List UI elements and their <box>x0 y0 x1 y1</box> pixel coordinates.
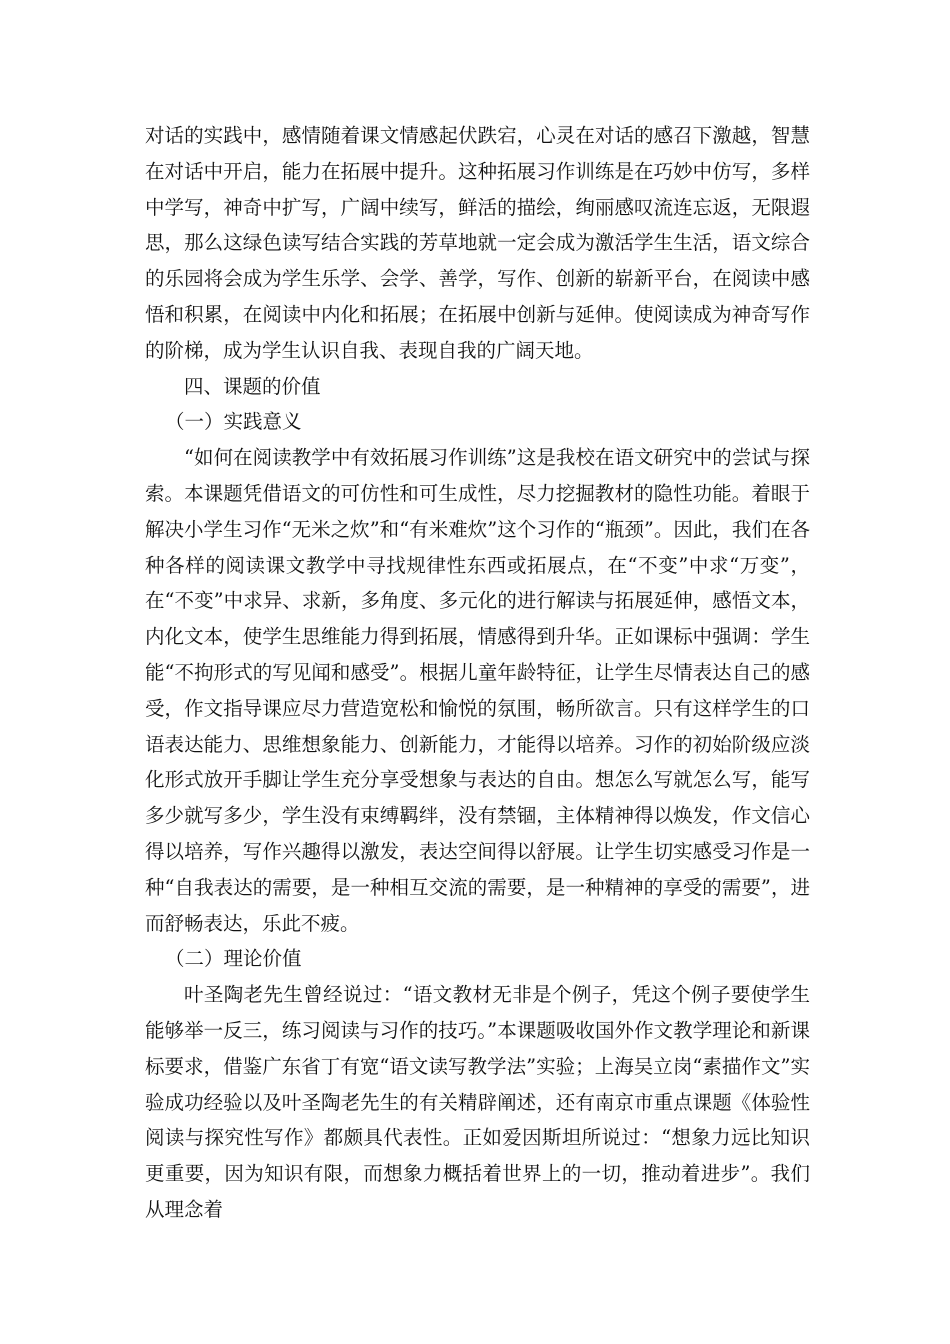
subheading-theory: （二）理论价值 <box>165 947 302 971</box>
paragraph-theory: 叶圣陶老先生曾经说过：“语文教材无非是个例子，凭这个例子要使学生能够举一反三，练习阅读与习作的技巧。”本课题吸收国外作文教学理论和新课标要求，借鉴广东省丁有宽“语文读写教学法”实验；上海吴立岗“素描作文”实验成功经验以及叶圣陶老先生的有关精辟阐述，还有南京市重点课题《体验性阅读与探究性写作》都颇具代表性。正如爱因斯坦所说过：“想象力远比知识更重要，因为知识有限，而想象力概括着世界上的一切，推动着进步”。我们从理念着 <box>145 983 810 1221</box>
paragraph-continued: 对话的实践中，感情随着课文情感起伏跌宕，心灵在对话的感召下激越，智慧在对话中开启，能力在拓展中提升。这种拓展习作训练是在巧妙中仿写，多样中学写，神奇中扩写，广阔中续写，鲜活的描绘，绚丽感叹流连忘返，无限遐思，那么这绿色读写结合实践的芳草地就一定会成为激活学生生活，语文综合的乐园将会成为学生乐学、会学、善学，写作、创新的崭新平台，在阅读中感悟和积累，在阅读中内化和拓展；在拓展中创新与延伸。使阅读成为神奇写作的阶梯，成为学生认识自我、表现自我的广阔天地。 <box>145 124 810 362</box>
paragraph-practice: “如何在阅读教学中有效拓展习作训练”这是我校在语文研究中的尝试与探索。本课题凭借语文的可仿性和可生成性，尽力挖掘教材的隐性功能。着眼于解决小学生习作“无米之炊”和“有米难炊”这个习作的“瓶颈”。因此，我们在各种各样的阅读课文教学中寻找规律性东西或拓展点，在“不变”中求“万变”，在“不变”中求异、求新，多角度、多元化的进行解读与拓展延伸，感悟文本，内化文本，使学生思维能力得到拓展，情感得到升华。正如课标中强调：学生能“不拘形式的写见闻和感受”。根据儿童年龄特征，让学生尽情表达自己的感受，作文指导课应尽力营造宽松和愉悦的氛围，畅所欲言。只有这样学生的口语表达能力、思维想象能力、创新能力，才能得以培养。习作的初始阶级应淡化形式放开手脚让学生充分享受想象与表达的自由。想怎么写就怎么写，能写多少就写多少，学生没有束缚羁绊，没有禁锢，主体精神得以焕发，作文信心得以培养，写作兴趣得以激发，表达空间得以舒展。让学生切实感受习作是一种“自我表达的需要，是一种相互交流的需要，是一种精神的享受的需要”，进而舒畅表达，乐此不疲。 <box>145 446 810 935</box>
document-page <box>145 118 810 1228</box>
subheading-practice: （一）实践意义 <box>165 410 302 434</box>
section-heading-value: 四、课题的价值 <box>184 374 321 398</box>
